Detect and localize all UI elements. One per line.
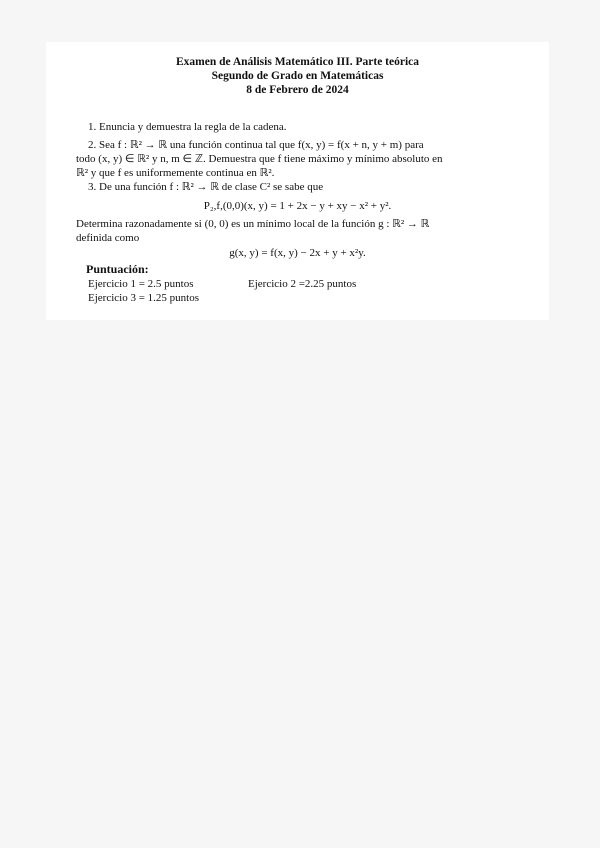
exam-page — [46, 42, 549, 320]
taylor-polynomial-formula: P₂,f,(0,0)(x, y) = 1 + 2x − y + xy − x² + y². — [203, 200, 392, 212]
scoring-heading: Puntuación: — [86, 262, 149, 276]
exam-title: Examen de Análisis Matemático III. Parte teórica — [175, 56, 420, 68]
question-2-line-3: ℝ² y que f es uniformemente continua en ℝ². — [76, 167, 275, 179]
question-3-line-2: Determina razonadamente si (0, 0) es un mínimo local de la función g : ℝ² → ℝ — [76, 218, 430, 230]
question-3-line-1: 3. De una función f : ℝ² → ℝ de clase C² se sabe que — [88, 181, 324, 193]
exam-date: 8 de Febrero de 2024 — [246, 84, 349, 96]
score-exercise-3: Ejercicio 3 = 1.25 puntos — [88, 292, 199, 304]
function-g-formula: g(x, y) = f(x, y) − 2x + y + x²y. — [229, 247, 366, 259]
score-exercise-2: Ejercicio 2 =2.25 puntos — [248, 278, 357, 290]
question-2-line-2: todo (x, y) ∈ ℝ² y n, m ∈ ℤ. Demuestra que f tiene máximo y mínimo absoluto en — [76, 153, 443, 165]
question-3-line-3: definida como — [76, 232, 140, 244]
question-1: 1. Enuncia y demuestra la regla de la cadena. — [88, 121, 287, 133]
score-exercise-1: Ejercicio 1 = 2.5 puntos — [88, 278, 194, 290]
question-2-line-1: 2. Sea f : ℝ² → ℝ una función continua tal que f(x, y) = f(x + n, y + m) para — [88, 139, 424, 151]
exam-subtitle: Segundo de Grado en Matemáticas — [211, 70, 384, 82]
